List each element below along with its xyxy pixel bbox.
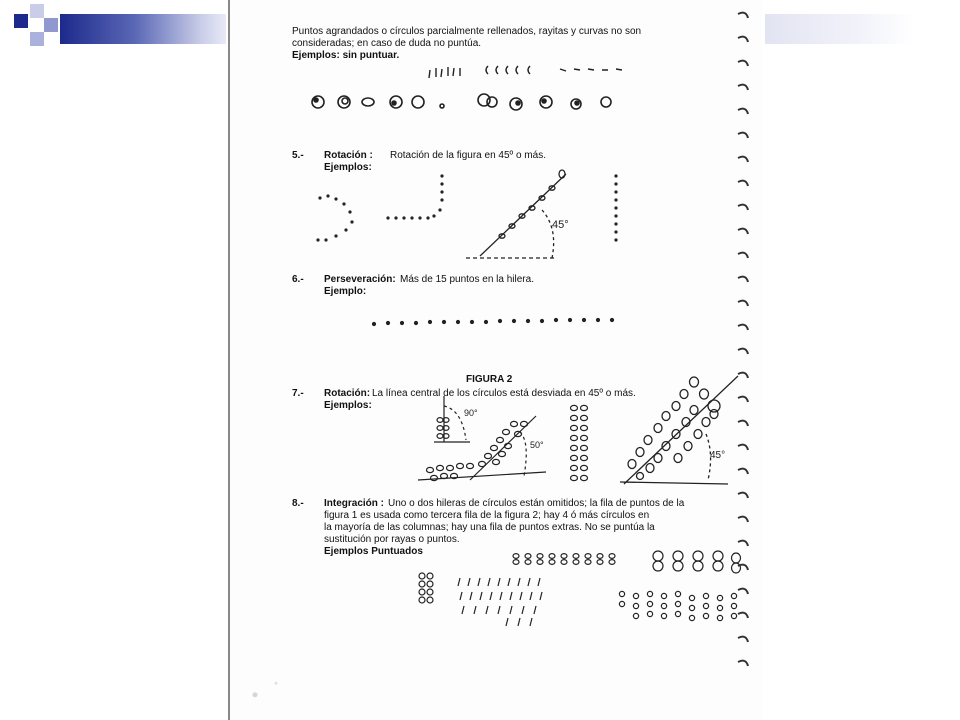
item-6-text: Más de 15 puntos en la hilera. xyxy=(400,274,534,285)
item-8-line-4: sustitución por rayas o puntos. xyxy=(324,534,460,545)
item-8-sub: Ejemplos Puntuados xyxy=(324,546,423,557)
item-7-number: 7.- xyxy=(292,388,304,399)
title-bar-gradient-left xyxy=(60,14,226,44)
item-8-line-3: la mayoría de las columnas; hay una fila de puntos extras. No se puntúa la xyxy=(324,522,655,533)
item-5-title: Rotación : xyxy=(324,150,373,161)
item-8-drawing xyxy=(410,548,750,648)
figure-2-heading: FIGURA 2 xyxy=(466,374,513,385)
item-6-sub: Ejemplo: xyxy=(324,286,367,297)
item-5-sub: Ejemplos: xyxy=(324,162,372,173)
intro-examples-label: Ejemplos: sin puntuar. xyxy=(292,50,400,61)
item-7-sub: Ejemplos: xyxy=(324,400,372,411)
item-5-text: Rotación de la figura en 45º o más. xyxy=(390,150,546,161)
item-7-angle-label-1: 90° xyxy=(464,408,478,418)
item-6-drawing xyxy=(360,310,640,334)
item-7-angle-label-3: 45° xyxy=(710,450,726,461)
item-5-drawing xyxy=(290,166,650,266)
intro-line-2: consideradas; en caso de duda no puntúa. xyxy=(292,38,482,49)
item-6-number: 6.- xyxy=(292,274,304,285)
item-6-title: Perseveración: xyxy=(324,274,396,285)
deco-square-pale xyxy=(30,32,44,46)
deco-square-dark xyxy=(14,14,28,28)
item-7-title: Rotación: xyxy=(324,388,371,399)
item-8-line-2: figura 1 es usada como tercera fila de la figura 2; hay 4 ó más círculos en xyxy=(324,510,650,521)
item-5-number: 5.- xyxy=(292,150,304,161)
spiral-binding-edge xyxy=(728,0,764,720)
item-7-text: La línea central de los círculos está desviada en 45º o más. xyxy=(372,388,636,399)
item-8-number: 8.- xyxy=(292,498,304,509)
intro-line-1: Puntos agrandados o círculos parcialmente rellenados, rayitas y curvas no son xyxy=(292,26,642,37)
scan-noise xyxy=(234,660,304,718)
item-5-angle-label: 45° xyxy=(552,219,569,231)
deco-square-mid xyxy=(44,18,58,32)
title-bar-gradient-right xyxy=(765,14,915,44)
item-7-angle-label-2: 50° xyxy=(530,440,544,450)
scanned-document-page xyxy=(228,0,762,720)
unscored-examples-drawing xyxy=(290,60,630,120)
item-8-line-1: Uno o dos hileras de círculos están omitidos; la fila de puntos de la xyxy=(388,498,685,509)
item-8-title: Integración : xyxy=(324,498,385,509)
deco-square-light xyxy=(30,4,44,18)
